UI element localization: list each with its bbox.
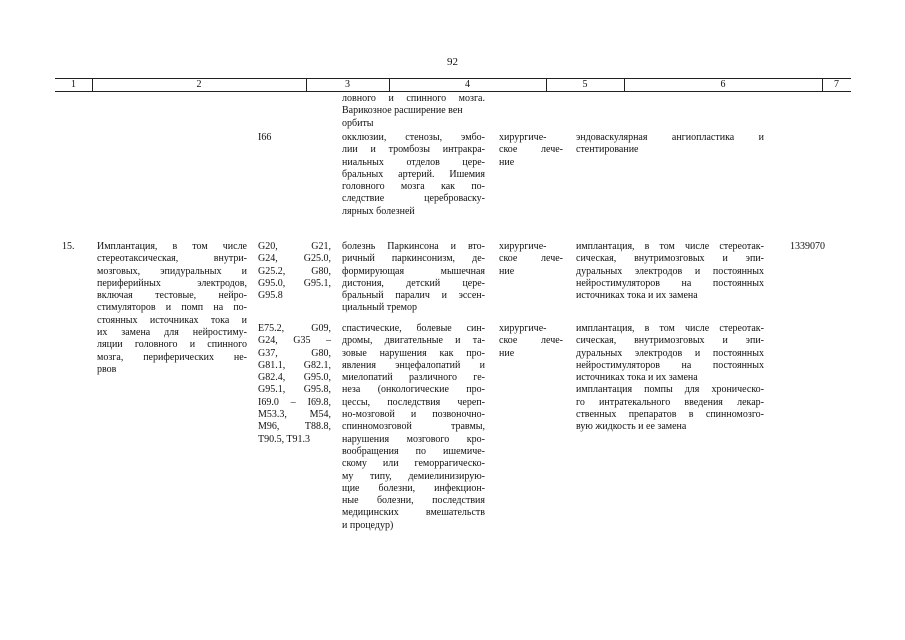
row15-cost: 1339070 (790, 241, 825, 252)
row15-icd-codes-b: E75.2, G09, G24, G35 – G37, G80, G81.1, G82.1, G82.4, G95.0, G95.1, G95.8, I69.0 – I69.8, M53.3, M54, M96, T88.8, T90.5, T91.3 (258, 323, 331, 445)
row15-icd-codes-a: G20, G21, G24, G25.0, G25.2, G80, G95.0, G95.1, G95.8 (258, 241, 331, 302)
cont-diagnosis-top: ловного и спинного мозга. Варикозное расширение вен орбиты (342, 93, 485, 129)
row15-diagnosis-a: болезнь Паркинсона и вто- ричный паркинсонизм, де- формирующая мышечная дистония, детский цере- бральный паралич и эссен- циальный тремор (342, 241, 485, 314)
cont-icd-code: I66 (258, 132, 272, 143)
row15-method-b: имплантация, в том числе стереотак- сическая, внутримозговых и эпи- дуральных электродов и постоянных нейростимуляторов на постоянных источниках тока и их замена имплантация помпы для хроническо- го интратекального введения лекар- ственных препаратов в спинномозго- вую жидкость и ее замена (576, 323, 764, 433)
column-header-5: 5 (582, 79, 588, 90)
column-header-4: 4 (465, 79, 470, 90)
row15-method-a: имплантация, в том числе стереотак- сическая, внутримозговых и эпи- дуральных электродов и постоянных нейростимуляторов на постоянных источниках тока и их замена (576, 241, 764, 302)
column-header-1: 1 (71, 79, 76, 90)
cont-treatment-type: хирургиче- ское лече- ние (499, 132, 563, 168)
row15-treatment-type-b: хирургиче- ское лече- ние (499, 323, 563, 359)
column-header-6: 6 (720, 79, 726, 90)
row15-diagnosis-b: спастические, болевые син- дромы, двигательные и та- зовые нарушения как про- явления энцефалопатий и миелопатий различного ге- неза (онкологические про- цессы, последствия череп- но-мозговой и позвоночно- спинномозговой травмы, нарушения мозгового кро- вообращения по ишемиче- скому или геморрагическо- му типу, демиелинизирую- щие болезни, инфекцион- ные болезни, последствия медицинских вмешательств и процедур) (342, 323, 485, 531)
column-header-2: 2 (196, 79, 202, 90)
column-header-row (55, 78, 851, 92)
column-header-3: 3 (345, 79, 350, 90)
page-number: 92 (447, 56, 458, 68)
column-header-7: 7 (834, 79, 839, 90)
cont-diagnosis: окклюзии, стенозы, эмбо- лии и тромбозы интракра- ниальных отделов цере- бральных артерий. Ишемия головного мозга как по- следствие цереброваску- лярных болезней (342, 132, 485, 217)
row15-treatment-type-a: хирургиче- ское лече- ние (499, 241, 563, 277)
cont-method: эндоваскулярная ангиопластика и стентирование (576, 132, 764, 156)
row15-procedure-name: Имплантация, в том числе стереотаксическая, внутри- мозговых, эпидуральных и периферийных электродов, включая тестовые, нейро- стимуляторов и помп на по- стоянных источниках тока и их замена для нейростиму- ляции головного и спинного мозга, периферических не- рвов (97, 241, 247, 375)
row-number: 15. (62, 241, 75, 252)
